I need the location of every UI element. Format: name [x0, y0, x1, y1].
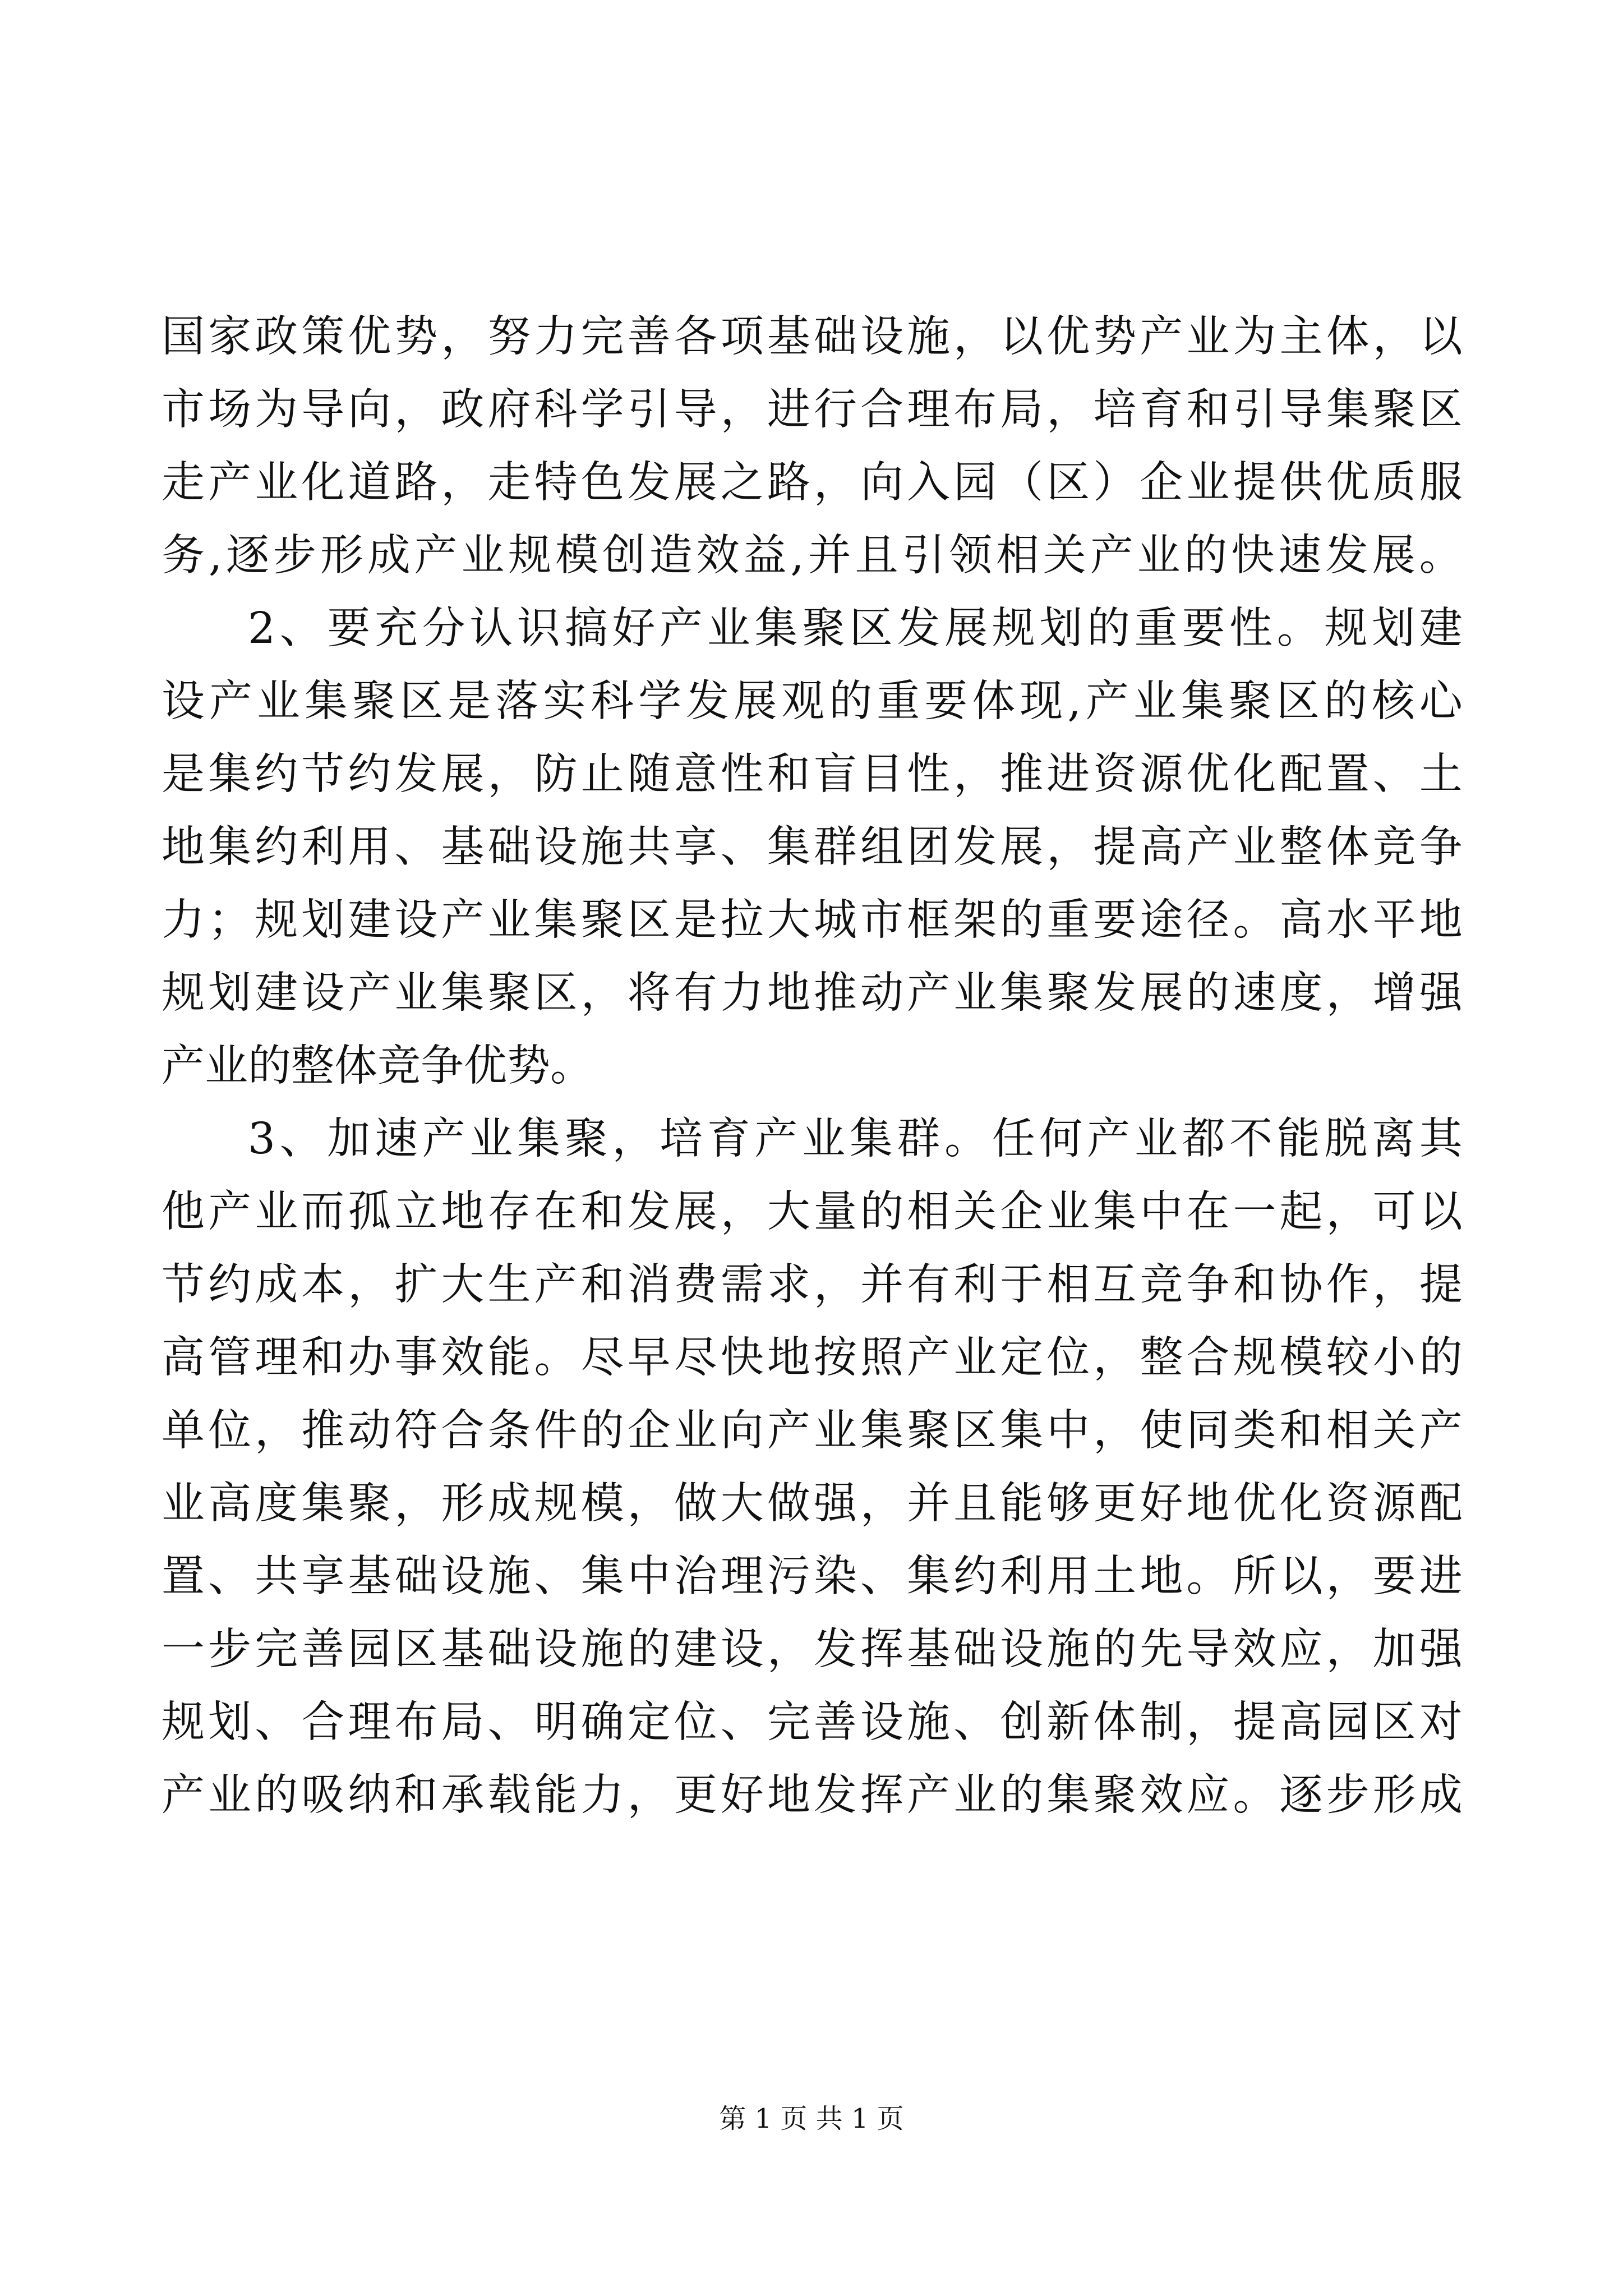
text-line: 单 位 ， 推 动 符 合 条 件 的 企 业 向 产 业 集 聚 区 集 中 ， 使 同 类 和 相 关 产: [162, 1406, 1463, 1456]
text-line: 务 , 逐 步 形 成 产 业 规 模 创 造 效 益 , 并 且 引 领 相 关 产 业 的 快 速 发 展 。: [162, 531, 1463, 581]
text-line: 市 场 为 导 向 ， 政 府 科 学 引 导 ， 进 行 合 理 布 局 ， 培 育 和 引 导 集 聚 区: [162, 385, 1463, 435]
text-line: 国 家 政 策 优 势 ， 努 力 完 善 各 项 基 础 设 施 ， 以 优 势 产 业 为 主 体 ， 以: [162, 312, 1463, 362]
text-line: 业 高 度 集 聚 ， 形 成 规 模 ， 做 大 做 强 ， 并 且 能 够 更 好 地 优 化 资 源 配: [162, 1479, 1463, 1529]
text-line: 力 ； 规 划 建 设 产 业 集 聚 区 是 拉 大 城 市 框 架 的 重 要 途 径 。 高 水 平 地: [162, 895, 1463, 945]
text-line: 走 产 业 化 道 路 ， 走 特 色 发 展 之 路 ， 向 入 园 （ 区 ） 企 业 提 供 优 质 服: [162, 458, 1463, 508]
text-line: 高 管 理 和 办 事 效 能 。 尽 早 尽 快 地 按 照 产 业 定 位 ， 整 合 规 模 较 小 的: [162, 1333, 1463, 1383]
text-line: 他 产 业 而 孤 立 地 存 在 和 发 展 ， 大 量 的 相 关 企 业 集 中 在 一 起 ， 可 以: [162, 1187, 1463, 1237]
text-line: 地 集 约 利 用 、 基 础 设 施 共 享 、 集 群 组 团 发 展 ， 提 高 产 业 整 体 竞 争: [162, 822, 1463, 872]
text-line: 节 约 成 本 ， 扩 大 生 产 和 消 费 需 求 ， 并 有 利 于 相 互 竞 争 和 协 作 ， 提: [162, 1260, 1463, 1310]
text-line: 置 、 共 享 基 础 设 施 、 集 中 治 理 污 染 、 集 约 利 用 土 地 。 所 以 ， 要 进: [162, 1552, 1463, 1602]
text-line: 产 业 的 吸 纳 和 承 载 能 力 ， 更 好 地 发 挥 产 业 的 集 聚 效 应 。 逐 步 形 成: [162, 1770, 1463, 1820]
document-body: [162, 301, 1463, 1832]
page-footer: 第 1 页 共 1 页: [719, 2103, 904, 2134]
text-line: 规 划 建 设 产 业 集 聚 区 ， 将 有 力 地 推 动 产 业 集 聚 发 展 的 速 度 ， 增 强: [162, 968, 1463, 1018]
text-line: 产 业 的 整 体 竞 争 优 势 。: [162, 1041, 593, 1091]
text-line: 是 集 约 节 约 发 展 ， 防 止 随 意 性 和 盲 目 性 ， 推 进 资 源 优 化 配 置 、 土: [162, 749, 1463, 799]
text-line: 设 产 业 集 聚 区 是 落 实 科 学 发 展 观 的 重 要 体 现 , 产 业 集 聚 区 的 核 心: [162, 677, 1463, 726]
text-line: 规 划 、 合 理 布 局 、 明 确 定 位 、 完 善 设 施 、 创 新 体 制 ， 提 高 园 区 对: [162, 1697, 1463, 1747]
text-line: 3 、 加 速 产 业 集 聚 ， 培 育 产 业 集 群 。 任 何 产 业 都 不 能 脱 离 其: [248, 1114, 1463, 1164]
text-line: 一 步 完 善 园 区 基 础 设 施 的 建 设 ， 发 挥 基 础 设 施 的 先 导 效 应 ， 加 强: [162, 1625, 1463, 1674]
text-line: 2 、 要 充 分 认 识 搞 好 产 业 集 聚 区 发 展 规 划 的 重 要 性 。 规 划 建: [248, 604, 1463, 654]
